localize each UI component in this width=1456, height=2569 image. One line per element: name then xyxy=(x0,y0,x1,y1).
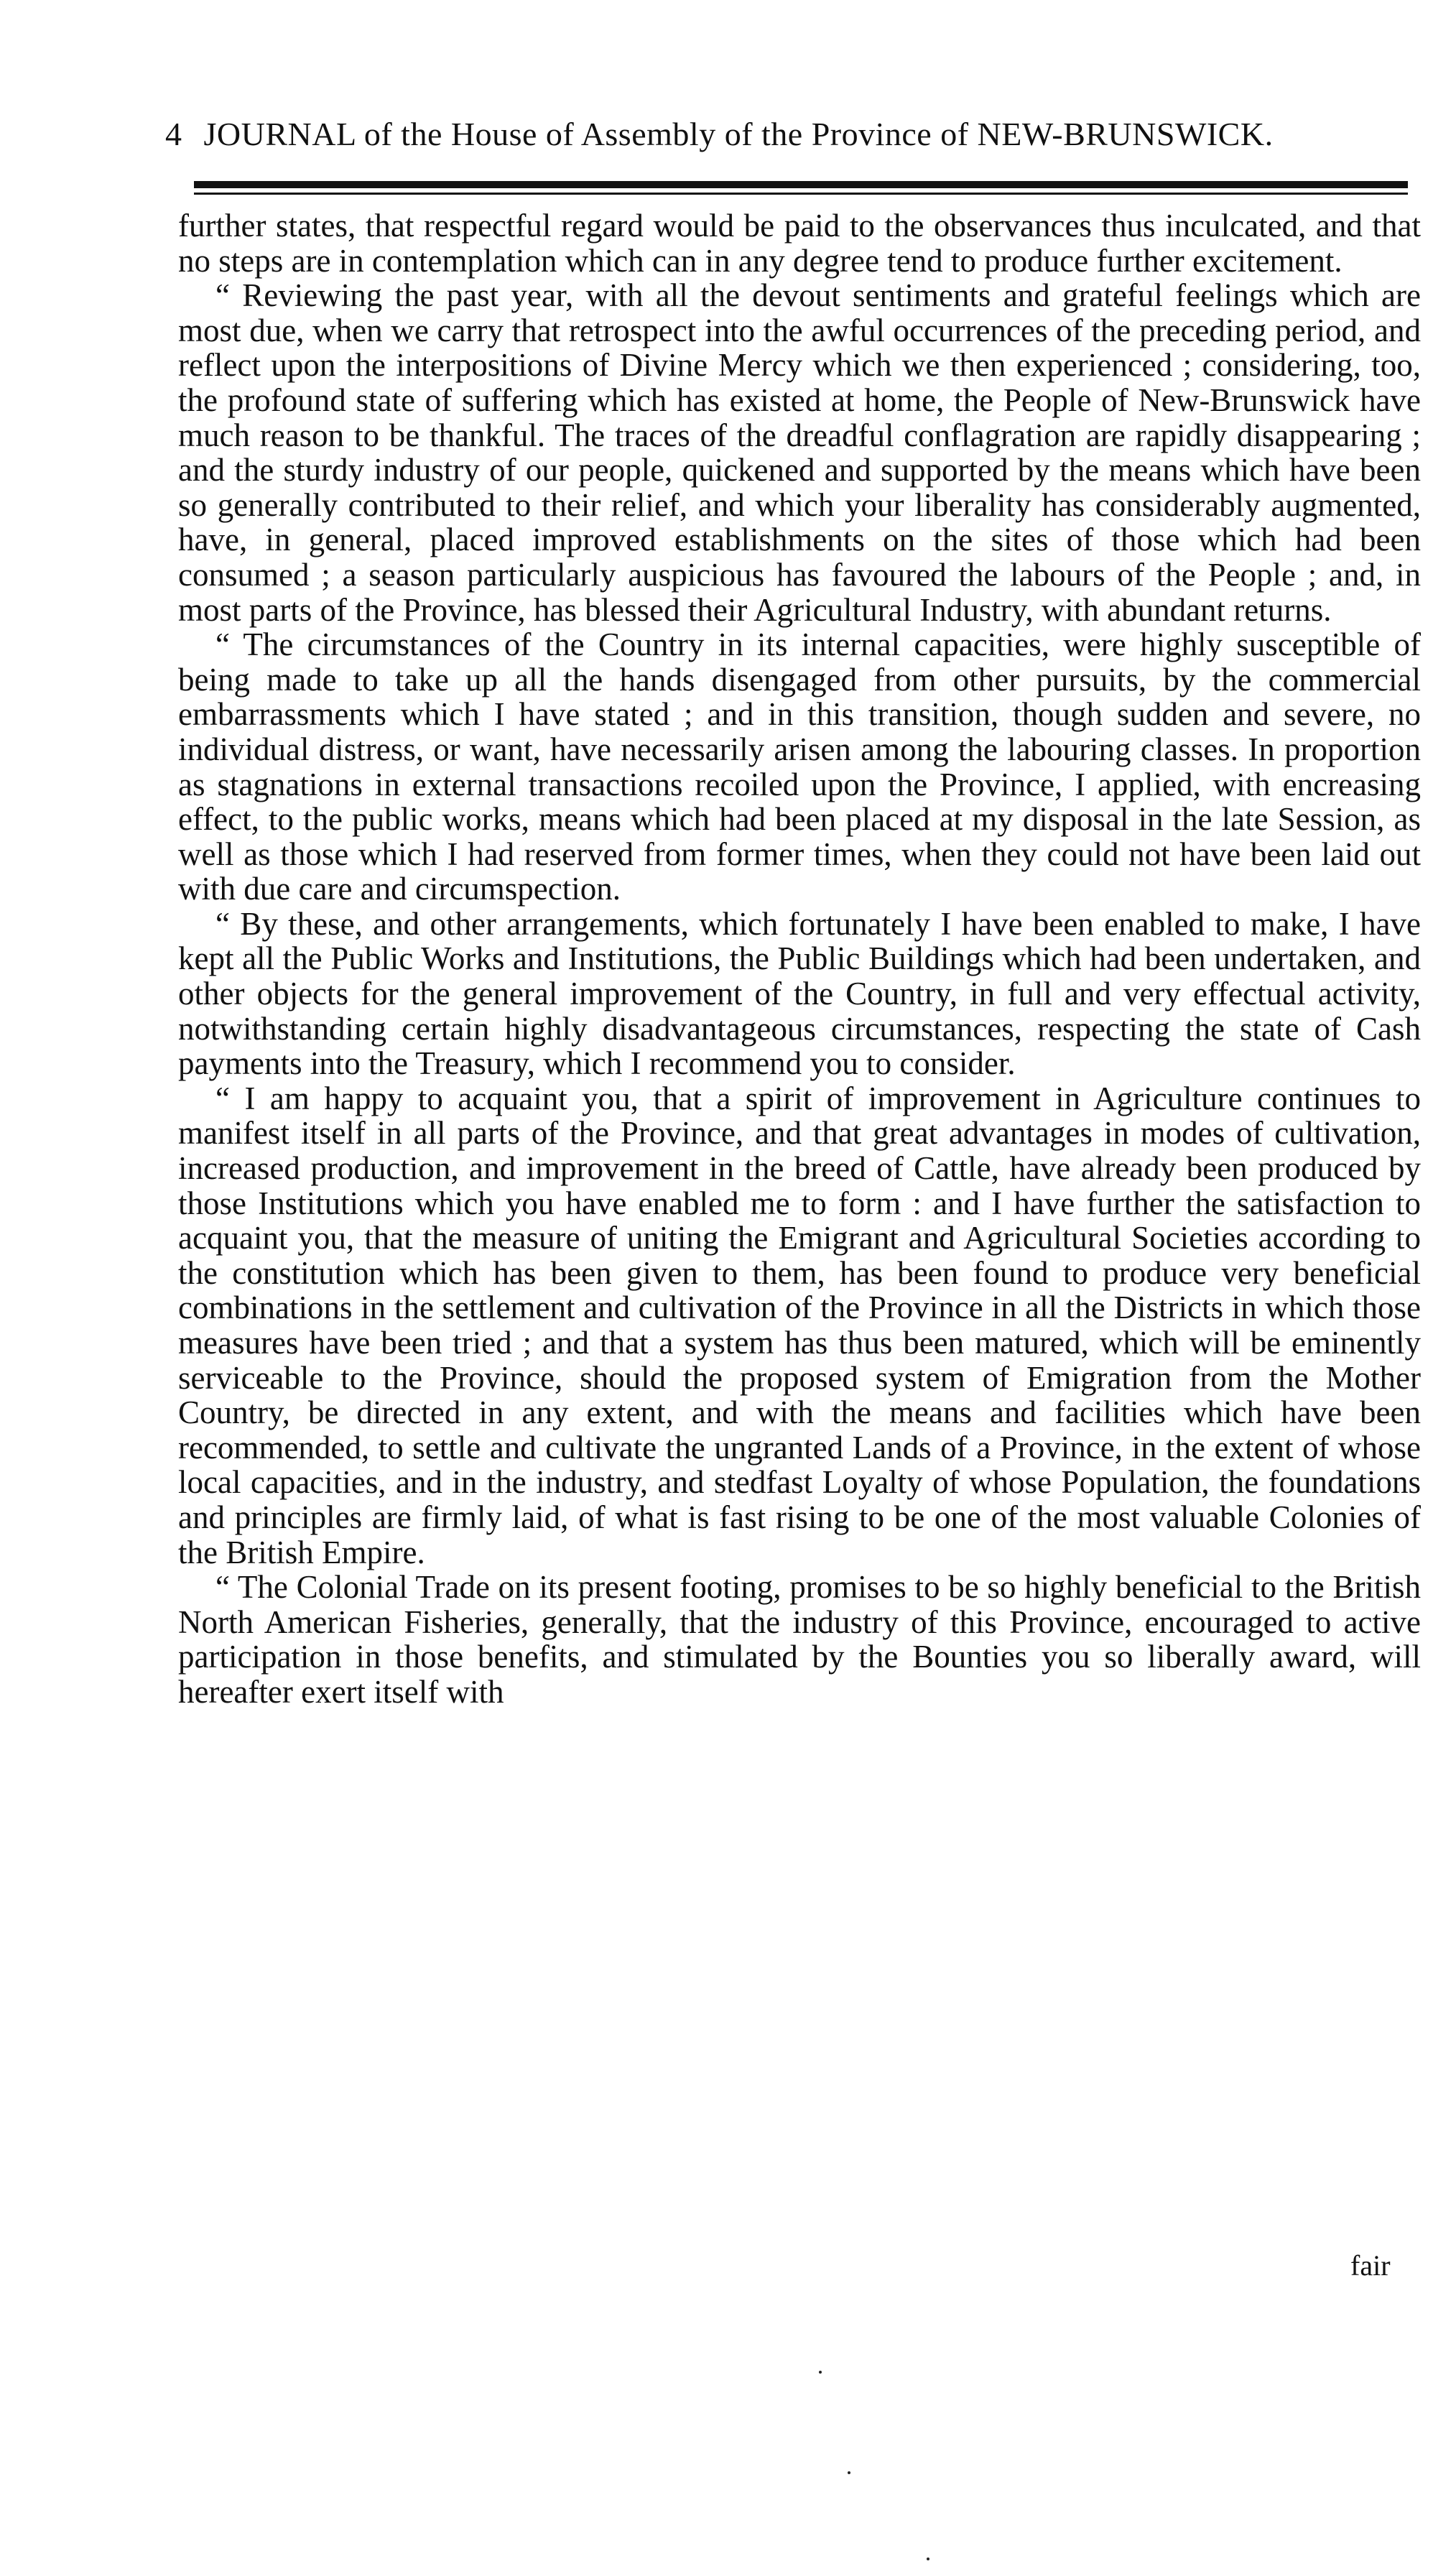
print-speck xyxy=(927,2558,929,2560)
paragraph: “ The Colonial Trade on its present footing, promises to be so highly beneficial to the British North American Fisheries, generally, that the industry of this Province, encouraged to active participation in those benefits, and stimulated by the Bounties you so liberally award, will hereafter exert itself with xyxy=(178,1569,1421,1710)
print-speck xyxy=(848,2471,850,2474)
paragraph: “ The circumstances of the Country in its internal capacities, were highly susceptible of being made to take up all the hands disengaged from other pursuits, by the commercial embarrassments which I have stated ; and in this transition, though sudden and severe, no individual distress, or want, have necessarily arisen among the labouring classes. In proportion as stagnations in external transactions recoiled upon the Province, I applied, with encreasing effect, to the public works, means which had been placed at my disposal in the late Session, as well as those which I had reserved from former times, when they could not have been laid out with due care and circumspection. xyxy=(178,626,1421,907)
running-header xyxy=(165,115,1415,153)
header-rule-thin xyxy=(194,193,1408,195)
paragraph-continuation: further states, that respectful regard would be paid to the observances thus inculcated, and that no steps are in contemplation which can in any degree tend to produce further excitement. xyxy=(178,208,1421,279)
body-text xyxy=(178,208,1421,1710)
header-rule-thick xyxy=(194,181,1408,188)
page-number: 4 xyxy=(165,116,182,152)
header-province: NEW-BRUNSWICK. xyxy=(977,116,1274,152)
print-speck xyxy=(819,2371,822,2374)
catchword: fair xyxy=(1350,2249,1391,2282)
paragraph: “ By these, and other arrangements, which fortunately I have been enabled to make, I have kept all the Public Works and Institutions, the Public Buildings which had been undertaken, and other objects for the general improvement of the Country, in full and very effectual activity, notwithstanding certain highly disadvantageous circumstances, respecting the state of Cash payments into the Treasury, which I recommend you to consider. xyxy=(178,905,1421,1082)
paragraph: “ I am happy to acquaint you, that a spirit of improvement in Agriculture continues to manifest itself in all parts of the Province, and that great advantages in modes of cultivation, increased production, and improvement in the breed of Cattle, have already been produced by those Institutions which you have enabled me to form : and I have further the satisfaction to acquaint you, that the measure of uniting the Emigrant and Agricultural Societies according to the constitution which has been given to them, has been found to produce very beneficial combinations in the settlement and cultivation of the Province in all the Districts in which those measures have been tried ; and that a system has thus been matured, which will be eminently serviceable to the Province, should the proposed system of Emigration from the Mother Country, be directed in any extent, and with the means and facilities which have been recommended, to settle and cultivate the ungranted Lands of a Province, in the extent of whose local capacities, and in the industry, and stedfast Loyalty of whose Population, the foundations and principles are firmly laid, of what is fast rising to be one of the most valuable Colonies of the British Empire. xyxy=(178,1080,1421,1570)
paragraph: “ Reviewing the past year, with all the devout sentiments and grateful feelings which are most due, when we carry that retrospect into the awful occurrences of the preceding period, and reflect upon the interpositions of Divine Mercy which we then experienced ; considering, too, the profound state of suffering which has existed at home, the People of New-Brunswick have much reason to be thankful. The traces of the dreadful conflagration are rapidly disappearing ; and the sturdy industry of our people, quickened and supported by the means which have been so generally contributed to their relief, and which your liberality has considerably augmented, have, in general, placed improved establishments on the sites of those which had been consumed ; a season particularly auspicious has favoured the labours of the People ; and, in most parts of the Province, has blessed their Agricultural Industry, with abundant returns. xyxy=(178,277,1421,628)
header-title: JOURNAL of the House of Assembly of the Province of xyxy=(203,116,969,152)
